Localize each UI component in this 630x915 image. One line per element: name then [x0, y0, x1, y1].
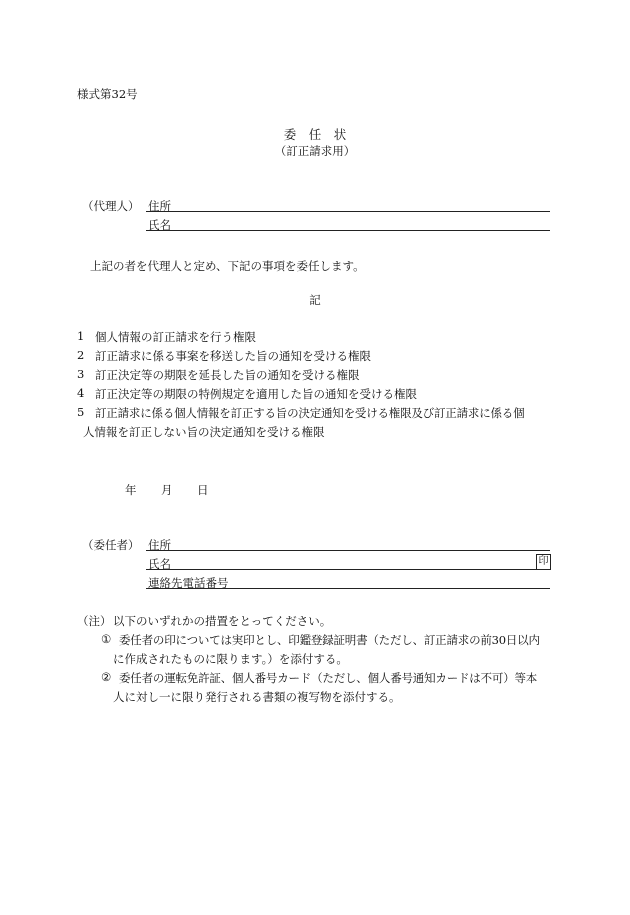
principal-name-label: 氏名	[148, 557, 171, 571]
agent-label: （代理人）	[82, 199, 140, 213]
principal-address-label: 住所	[148, 538, 171, 552]
page-title: 委 任 状	[283, 127, 347, 142]
list-item-3-num: 3	[77, 367, 85, 381]
principal-phone-label: 連絡先電話番号	[148, 576, 229, 590]
note-1-line2: に作成されたものに限ります。）を添付する。	[113, 652, 348, 666]
principal-phone-line[interactable]	[146, 588, 550, 589]
list-item-4: 訂正決定等の期限の特例規定を適用した旨の通知を受ける権限	[95, 387, 417, 401]
principal-name-line[interactable]	[146, 569, 550, 570]
agent-name-line[interactable]	[146, 230, 550, 231]
note-2-mark: ②	[101, 670, 112, 684]
list-item-1-num: 1	[77, 329, 85, 343]
list-item-5: 訂正請求に係る個人情報を訂正する旨の決定通知を受ける権限及び訂正請求に係る個	[95, 406, 525, 420]
principal-address-line[interactable]	[146, 550, 550, 551]
ki-heading: 記	[309, 293, 321, 307]
agent-name-label: 氏名	[148, 218, 171, 232]
date-year: 年	[125, 483, 137, 497]
date-month: 月	[161, 483, 173, 497]
form-number: 様式第32号	[77, 87, 138, 101]
principal-label: （委任者）	[82, 538, 140, 552]
date-day: 日	[197, 483, 209, 497]
note-1-line1: 委任者の印については実印とし、印鑑登録証明書（ただし、訂正請求の前30日以内	[119, 633, 540, 647]
agent-address-line[interactable]	[146, 211, 550, 212]
notes-label: （注）	[77, 614, 112, 628]
list-item-2-num: 2	[77, 348, 85, 362]
agent-address-label: 住所	[148, 199, 171, 213]
note-2-line2: 人に対し一に限り発行される書類の複写物を添付する。	[113, 690, 401, 704]
list-item-5-num: 5	[77, 405, 85, 419]
seal-box: 印	[536, 554, 551, 570]
list-item-4-num: 4	[77, 386, 85, 400]
list-item-1: 個人情報の訂正請求を行う権限	[95, 330, 256, 344]
list-item-5-cont: 人情報を訂正しない旨の決定通知を受ける権限	[83, 425, 325, 439]
note-1-mark: ①	[101, 632, 112, 646]
notes-lead: 以下のいずれかの措置をとってください。	[113, 614, 332, 628]
note-2-line1: 委任者の運転免許証、個人番号カード（ただし、個人番号通知カードは不可）等本	[119, 671, 538, 685]
intro-text: 上記の者を代理人と定め、下記の事項を委任します。	[90, 259, 365, 273]
list-item-2: 訂正請求に係る事案を移送した旨の通知を受ける権限	[95, 349, 371, 363]
page-subtitle: （訂正請求用）	[274, 144, 356, 158]
list-item-3: 訂正決定等の期限を延長した旨の通知を受ける権限	[95, 368, 360, 382]
